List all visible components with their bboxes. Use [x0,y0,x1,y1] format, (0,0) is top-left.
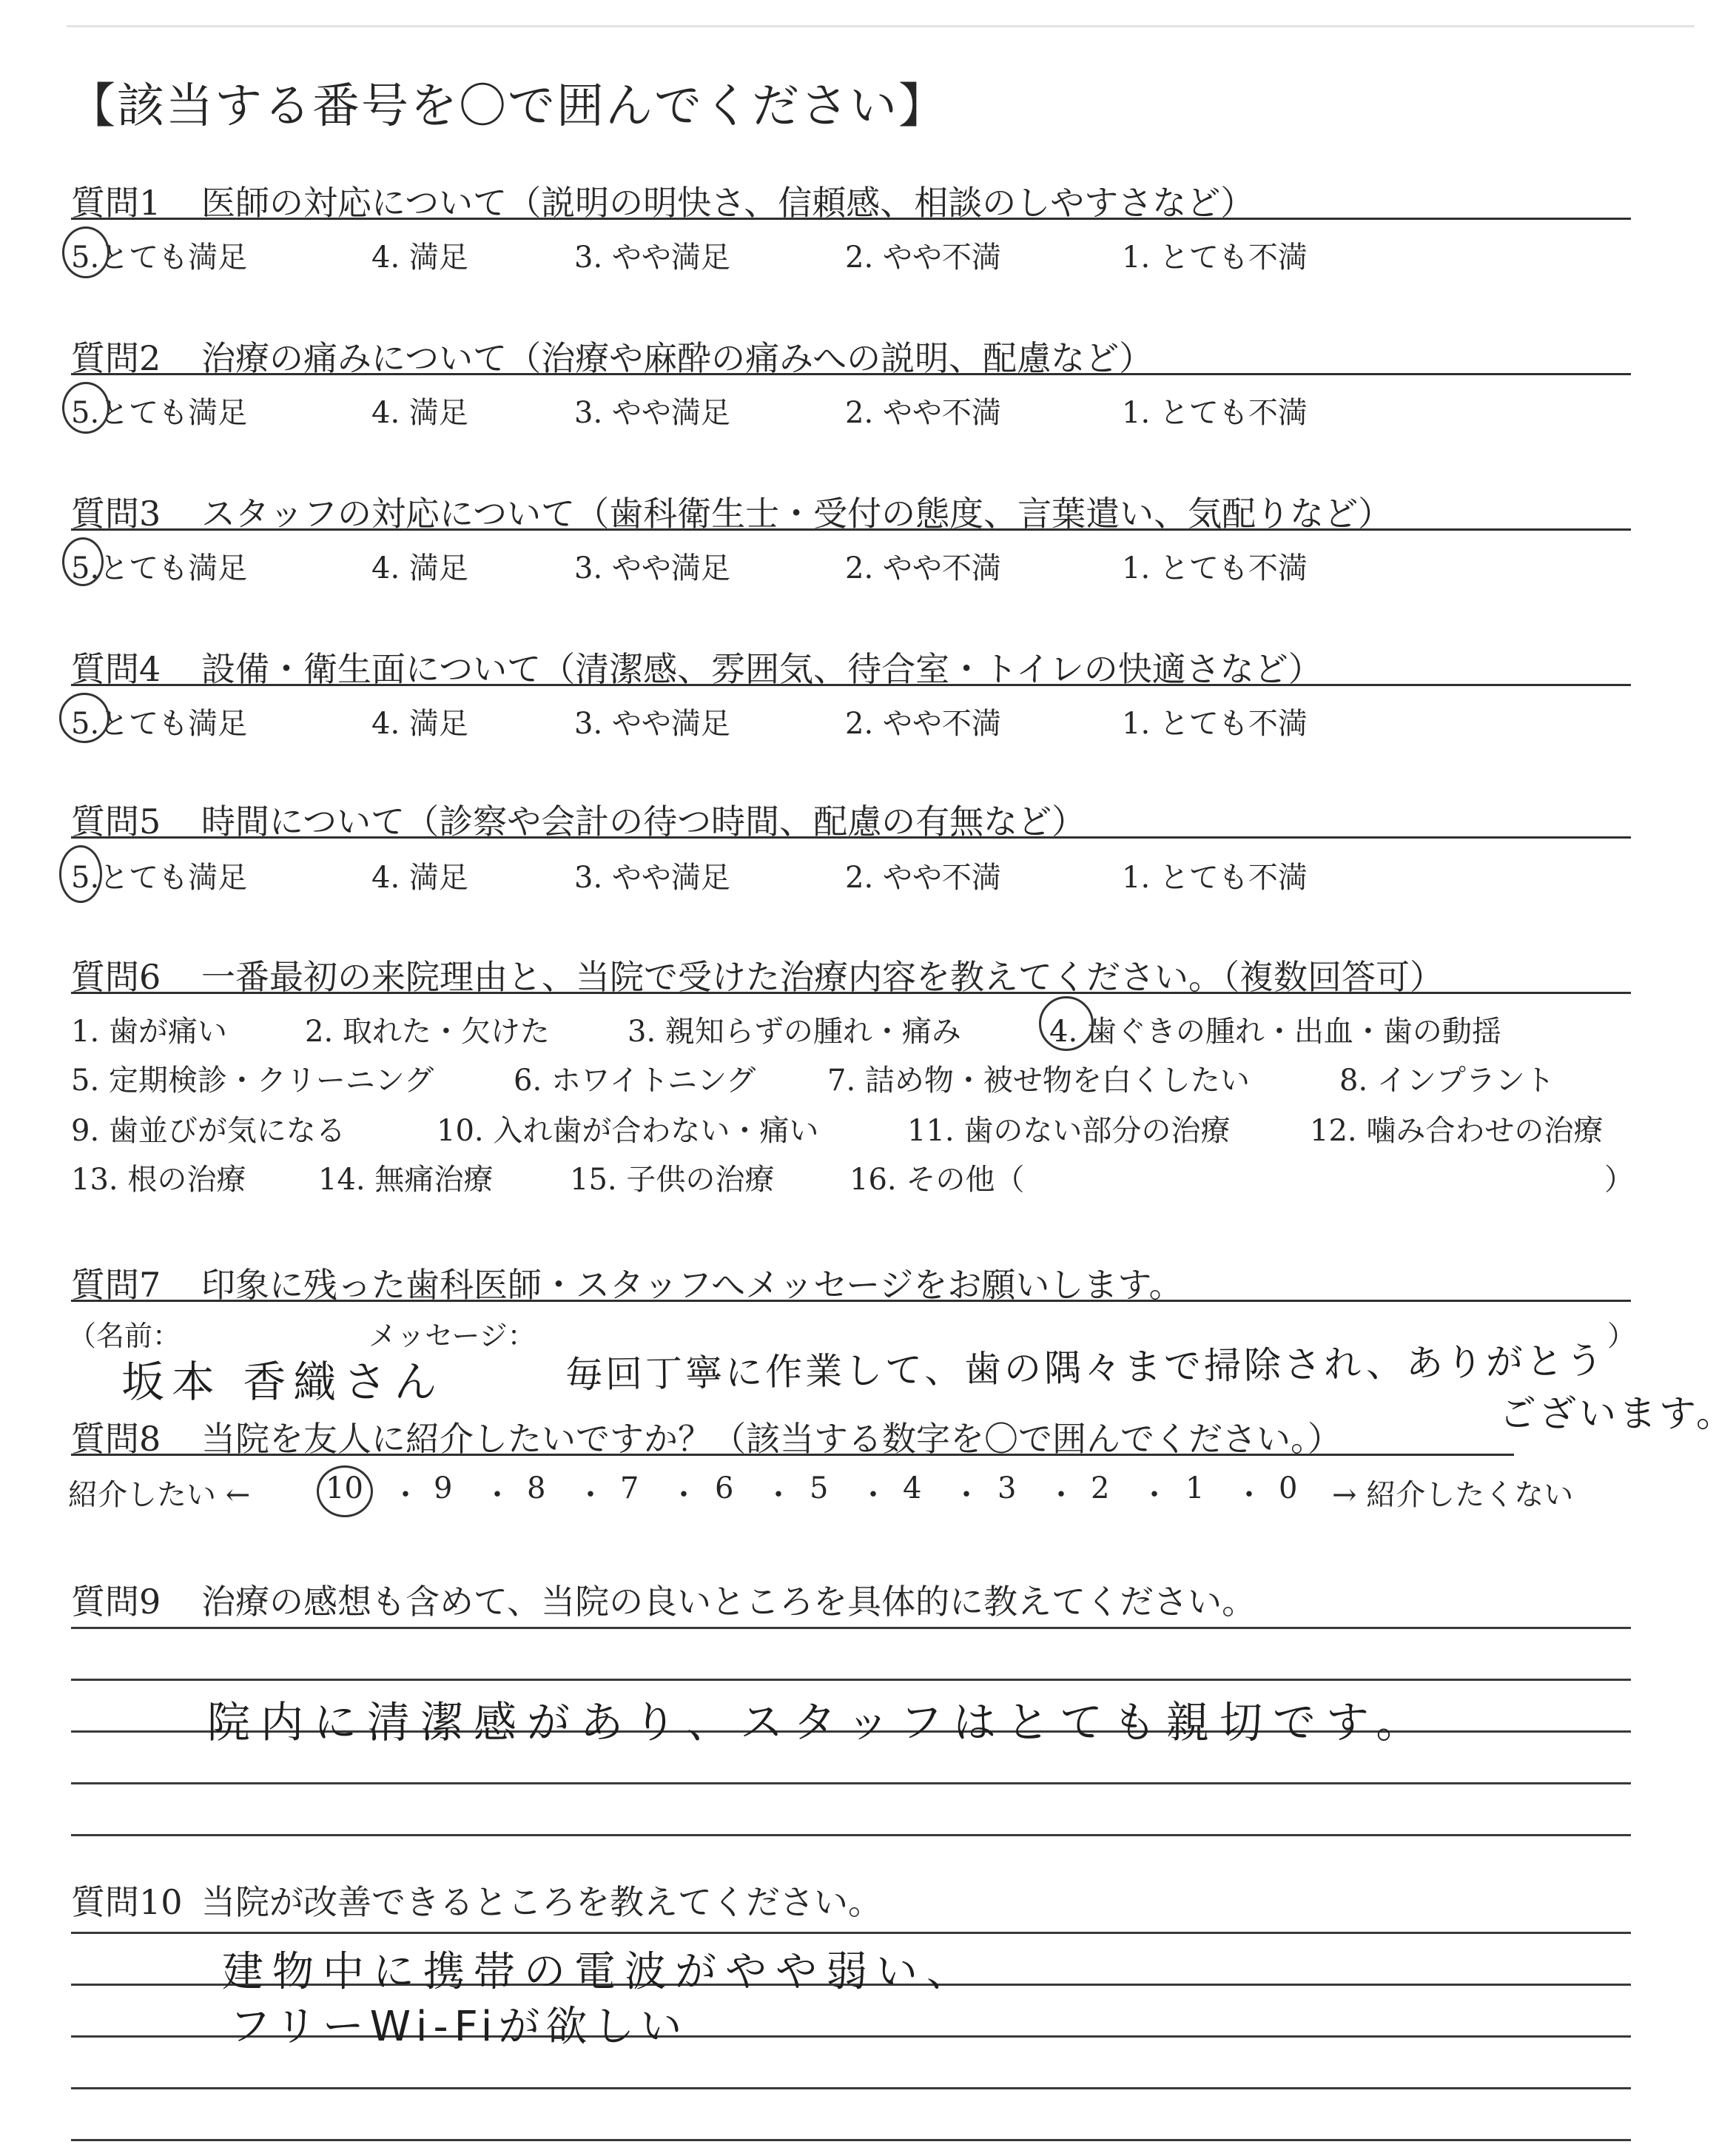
rating-options-q4 [71,697,1631,739]
answer-line [71,1782,1631,1784]
option-3[interactable]: 3. やや満足 [574,396,730,430]
option-2[interactable]: 2. やや不満 [845,396,1001,430]
message-label: メッセージ： [369,1320,536,1352]
question-3 [71,487,1631,534]
scale-dot: ・ [482,1478,512,1512]
scale-dot: ・ [1234,1478,1264,1512]
question-9 [71,1575,1477,1622]
question-text: 時間について（診察や会計の待つ時間、配慮の有無など） [201,802,1086,842]
reason-12[interactable]: 12. 噛み合わせの治療 [1310,1114,1604,1148]
reason-16[interactable]: 16. その他（ [850,1163,1025,1197]
question-text: 当院が改善できるところを教えてください。 [201,1882,882,1922]
option-1[interactable]: 1. とても不満 [1122,241,1308,275]
option-5[interactable]: 5.とても満足 [71,551,248,585]
reason-10[interactable]: 10. 入れ歯が合わない・痛い [437,1114,819,1148]
question-label: 質問7 [71,1265,161,1305]
scale-7[interactable]: 7 [620,1471,639,1505]
question-label: 質問8 [71,1419,161,1459]
question-label: 質問9 [71,1582,161,1622]
scale-4[interactable]: 4 [903,1471,922,1505]
reason-15[interactable]: 15. 子供の治療 [570,1163,775,1197]
name-label: （名前： [68,1320,181,1352]
question-1 [71,176,1631,223]
scale-8[interactable]: 8 [527,1471,546,1505]
reason-2[interactable]: 2. 取れた・欠けた [305,1015,550,1049]
message-close: ） [1607,1320,1636,1352]
scale-dot: ・ [858,1478,888,1512]
reason-8[interactable]: 8. インプラント [1339,1064,1555,1098]
option-3[interactable]: 3. やや満足 [574,861,730,895]
reason-3[interactable]: 3. 親知らずの腫れ・痛み [628,1015,961,1049]
reason-9[interactable]: 9. 歯並びが気になる [71,1114,346,1148]
question-7 [71,1258,1631,1305]
option-5[interactable]: 5.とても満足 [71,396,248,430]
option-2[interactable]: 2. やや不満 [845,241,1001,275]
option-2[interactable]: 2. やや不満 [845,707,1001,741]
scale-dot: ・ [391,1478,420,1512]
question-label: 質問4 [71,649,161,689]
scale-10[interactable]: 10 [326,1471,363,1505]
scale-dot: ・ [764,1478,793,1512]
scale-5[interactable]: 5 [810,1471,829,1505]
reason-14[interactable]: 14. 無痛治療 [318,1163,494,1197]
handwritten-message-line2: ございます。 [1499,1392,1736,1435]
question-5 [71,795,1631,842]
option-1[interactable]: 1. とても不満 [1122,861,1308,895]
option-4[interactable]: 4. 満足 [371,396,468,430]
question-8 [71,1412,1514,1459]
reason-13[interactable]: 13. 根の治療 [71,1163,246,1197]
option-1[interactable]: 1. とても不満 [1122,707,1308,741]
question-text: スタッフの対応について（歯科衛生士・受付の態度、言葉遣い、気配りなど） [201,494,1393,534]
answer-line [71,1834,1631,1836]
option-3[interactable]: 3. やや満足 [574,551,730,585]
question-label: 質問2 [71,338,161,378]
option-4[interactable]: 4. 満足 [371,241,468,275]
reason-7[interactable]: 7. 詰め物・被せ物を白くしたい [827,1064,1250,1098]
reason-1[interactable]: 1. 歯が痛い [71,1015,227,1049]
handwritten-q9-answer: 院内に清潔感があり、スタッフはとても親切です。 [207,1697,1430,1747]
question-text: 当院を友人に紹介したいですか？（該当する数字を〇で囲んでください。） [201,1419,1342,1459]
question-text: 一番最初の来院理由と、当院で受けた治療内容を教えてください。（複数回答可） [201,957,1444,997]
scale-dot: ・ [669,1478,699,1512]
handwritten-message-line1: 毎回丁寧に作業して、歯の隅々まで掃除され、ありがとう [565,1339,1607,1397]
rating-options-q1 [71,231,1631,275]
question-6 [71,950,1631,997]
question-text: 設備・衛生面について（清潔感、雰囲気、待合室・トイレの快適さなど） [201,649,1322,689]
scale-right-label: → 紹介したくない [1332,1478,1574,1512]
question-2 [71,332,1631,378]
question-label: 質問1 [71,183,161,223]
option-4[interactable]: 4. 満足 [371,861,468,895]
top-border [67,25,1695,27]
question-label: 質問6 [71,957,161,997]
scale-0[interactable]: 0 [1279,1471,1298,1505]
reason-4[interactable]: 4. 歯ぐきの腫れ・出血・歯の動揺 [1049,1015,1501,1049]
answer-line [71,2139,1631,2141]
option-2[interactable]: 2. やや不満 [845,861,1001,895]
question-label: 質問10 [71,1882,183,1922]
scale-2[interactable]: 2 [1091,1471,1110,1505]
question-text: 治療の感想も含めて、当院の良いところを具体的に教えてください。 [201,1582,1256,1622]
handwritten-q10-line1: 建物中に携帯の電波がやや弱い、 [222,1948,977,1996]
handwritten-q10-line2: フリーWi-Fiが欲しい [229,2003,688,2051]
question-text: 印象に残った歯科医師・スタッフへメッセージをお願いします。 [201,1265,1183,1305]
option-5[interactable]: 5.とても満足 [71,861,248,895]
rating-options-q3 [71,542,1631,583]
answer-line [71,2087,1631,2089]
reason-11[interactable]: 11. 歯のない部分の治療 [907,1114,1231,1148]
option-1[interactable]: 1. とても不満 [1122,551,1308,585]
question-10 [71,1875,1477,1922]
rating-options-q2 [71,386,1631,428]
scale-left-label: 紹介したい ← [68,1478,251,1512]
option-3[interactable]: 3. やや満足 [574,707,730,741]
option-2[interactable]: 2. やや不満 [845,551,1001,585]
scale-9[interactable]: 9 [434,1471,453,1505]
option-4[interactable]: 4. 満足 [371,551,468,585]
question-text: 治療の痛みについて（治療や麻酔の痛みへの説明、配慮など） [201,338,1154,378]
question-label: 質問5 [71,802,161,842]
option-5[interactable]: 5.とても満足 [71,707,248,741]
handwritten-name: 坂本 香織さん [121,1357,445,1407]
option-1[interactable]: 1. とても不満 [1122,396,1308,430]
scale-1[interactable]: 1 [1185,1471,1205,1505]
option-4[interactable]: 4. 満足 [371,707,468,741]
scale-6[interactable]: 6 [715,1471,734,1505]
scale-dot: ・ [952,1478,981,1512]
answer-line [71,1932,1631,1934]
question-text: 医師の対応について（説明の明快さ、信頼感、相談のしやすさなど） [201,183,1255,223]
reason-6[interactable]: 6. ホワイトニング [514,1064,756,1098]
option-3[interactable]: 3. やや満足 [574,241,730,275]
form-title: 【該当する番号を〇で囲んでください】 [68,79,947,134]
answer-line [71,1679,1631,1681]
reason-16-close: ） [1604,1163,1634,1197]
rating-options-q5 [71,851,1631,893]
scale-3[interactable]: 3 [997,1471,1017,1505]
answer-line [71,1627,1631,1629]
reason-5[interactable]: 5. 定期検診・クリーニング [71,1064,434,1098]
question-label: 質問3 [71,494,161,534]
scale-dot: ・ [576,1478,605,1512]
option-5[interactable]: 5.とても満足 [71,241,248,275]
question-4 [71,642,1631,689]
scale-dot: ・ [1140,1478,1169,1512]
scale-dot: ・ [1046,1478,1076,1512]
